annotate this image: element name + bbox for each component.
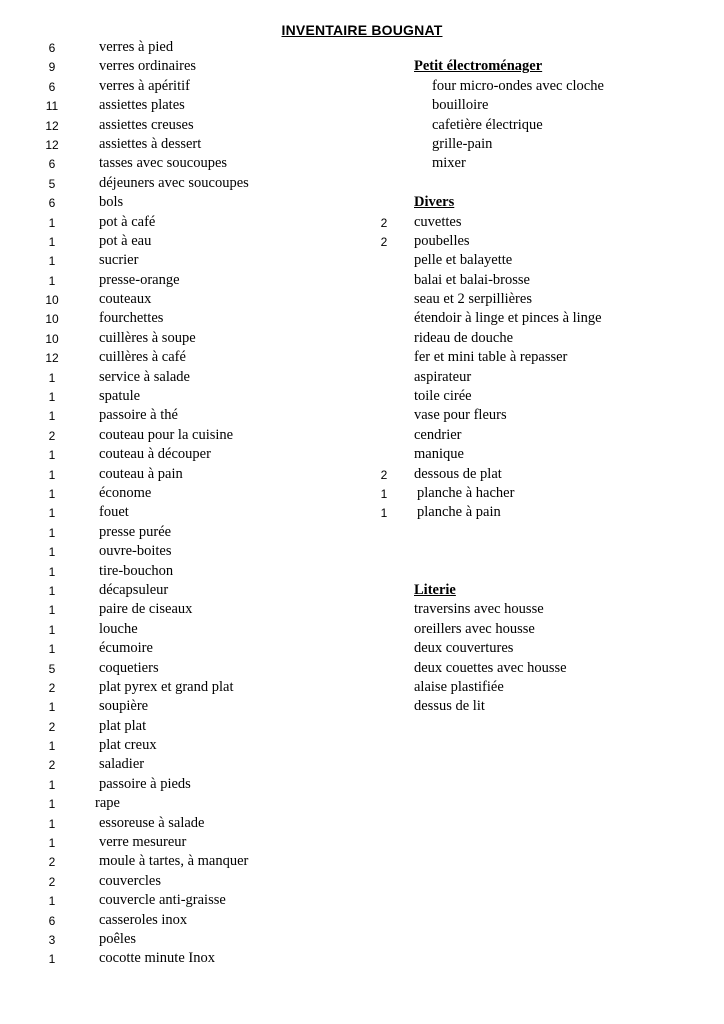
item-label: étendoir à linge et pinces à linge <box>414 310 602 327</box>
item-label: poêles <box>99 930 137 947</box>
list-item <box>372 214 692 233</box>
item-label: planche à pain <box>417 504 501 521</box>
list-item <box>40 214 340 233</box>
list-item <box>40 795 340 814</box>
list-item <box>40 931 340 950</box>
list-item <box>40 892 340 911</box>
item-quantity: 1 <box>48 739 56 754</box>
kitchen-inventory-list <box>40 39 340 970</box>
item-label: spatule <box>99 388 141 405</box>
item-quantity: 1 <box>48 700 56 715</box>
list-item <box>40 950 340 969</box>
item-label: sucrier <box>99 252 139 269</box>
list-item <box>372 407 692 426</box>
list-item <box>40 582 340 601</box>
item-quantity: 6 <box>48 196 56 211</box>
item-label: plat plat <box>99 717 147 734</box>
item-quantity: 1 <box>48 952 56 967</box>
item-quantity: 1 <box>48 836 56 851</box>
list-item <box>40 369 340 388</box>
item-quantity: 2 <box>48 874 56 889</box>
item-label: couteau à pain <box>99 465 183 482</box>
item-quantity: 1 <box>48 273 56 288</box>
item-quantity: 1 <box>48 583 56 598</box>
list-item <box>40 117 340 136</box>
item-label: passoire à pieds <box>99 775 191 792</box>
list-item <box>40 136 340 155</box>
item-label: déjeuners avec soucoupes <box>99 174 249 191</box>
item-label: couteaux <box>99 291 152 308</box>
list-item <box>40 175 340 194</box>
item-label: ouvre-boites <box>99 543 172 560</box>
list-item <box>40 349 340 368</box>
item-label: soupière <box>99 698 149 715</box>
item-quantity: 1 <box>48 525 56 540</box>
list-item <box>40 679 340 698</box>
list-item <box>40 698 340 717</box>
item-label: louche <box>99 620 138 637</box>
list-item <box>40 776 340 795</box>
item-label: couvercles <box>99 872 161 889</box>
list-item <box>372 233 692 252</box>
list-item <box>40 39 340 58</box>
item-quantity: 5 <box>48 661 56 676</box>
item-label: économe <box>99 484 152 501</box>
item-quantity: 1 <box>48 448 56 463</box>
list-item <box>40 330 340 349</box>
list-item <box>372 349 692 368</box>
item-quantity: 2 <box>380 467 388 482</box>
list-item <box>372 485 692 504</box>
item-quantity: 1 <box>48 390 56 405</box>
section-heading-literie: Literie <box>414 581 456 598</box>
list-item: deux couettes avec housse <box>414 659 567 676</box>
list-item: four micro-ondes avec cloche <box>432 77 604 94</box>
item-label: tasses avec soucoupes <box>99 155 228 172</box>
list-item <box>40 485 340 504</box>
list-item <box>40 853 340 872</box>
item-quantity: 1 <box>48 622 56 637</box>
list-item <box>40 310 340 329</box>
list-item <box>40 524 340 543</box>
list-item <box>40 252 340 271</box>
list-item <box>40 291 340 310</box>
list-item <box>40 388 340 407</box>
item-label: couteau à découper <box>99 446 211 463</box>
item-label: moule à tartes, à manquer <box>99 853 249 870</box>
item-label: paire de ciseaux <box>99 601 193 618</box>
item-quantity: 12 <box>45 137 59 152</box>
list-item <box>372 388 692 407</box>
item-quantity: 10 <box>45 312 59 327</box>
list-item <box>40 543 340 562</box>
list-item <box>40 815 340 834</box>
item-quantity: 3 <box>48 932 56 947</box>
list-item: bouilloire <box>432 97 489 114</box>
list-item <box>372 252 692 271</box>
item-quantity: 6 <box>48 913 56 928</box>
list-item <box>372 466 692 485</box>
item-label: toile cirée <box>414 388 472 405</box>
other-inventory-list <box>372 39 692 718</box>
item-quantity: 1 <box>48 254 56 269</box>
list-item <box>40 601 340 620</box>
list-item <box>372 330 692 349</box>
item-quantity: 1 <box>48 215 56 230</box>
item-quantity: 11 <box>45 99 59 114</box>
item-quantity: 2 <box>380 234 388 249</box>
list-item: deux couvertures <box>414 640 514 657</box>
item-quantity: 1 <box>48 486 56 501</box>
item-label: cendrier <box>414 426 462 443</box>
item-label: verres ordinaires <box>99 58 197 75</box>
list-item <box>372 291 692 310</box>
item-label: fourchettes <box>99 310 164 327</box>
item-label: planche à hacher <box>417 484 515 501</box>
item-label: dessous de plat <box>414 465 502 482</box>
item-label: verres à apéritif <box>99 77 190 94</box>
item-label: poubelles <box>414 232 470 249</box>
item-quantity: 1 <box>48 545 56 560</box>
list-item <box>40 97 340 116</box>
item-label: verre mesureur <box>99 834 187 851</box>
item-quantity: 1 <box>380 486 388 501</box>
item-label: tire-bouchon <box>99 562 174 579</box>
item-label: service à salade <box>99 368 190 385</box>
item-label: décapsuleur <box>99 581 169 598</box>
item-label: fer et mini table à repasser <box>414 349 568 366</box>
list-item <box>372 446 692 465</box>
item-label: rideau de douche <box>414 329 514 346</box>
item-label: cuvettes <box>414 213 462 230</box>
list-item: cafetière électrique <box>432 116 543 133</box>
item-label: essoreuse à salade <box>99 814 205 831</box>
item-quantity: 1 <box>48 816 56 831</box>
list-item: traversins avec housse <box>414 601 544 618</box>
item-quantity: 2 <box>380 215 388 230</box>
section-heading-divers: Divers <box>414 194 455 211</box>
item-label: presse-orange <box>99 271 180 288</box>
item-quantity: 1 <box>48 506 56 521</box>
list-item <box>40 563 340 582</box>
item-quantity: 10 <box>45 293 59 308</box>
item-quantity: 1 <box>48 370 56 385</box>
item-quantity: 1 <box>48 642 56 657</box>
item-label: seau et 2 serpillières <box>414 291 532 308</box>
item-label: saladier <box>99 756 145 773</box>
list-item <box>40 194 340 213</box>
item-label: coquetiers <box>99 659 159 676</box>
item-quantity: 1 <box>48 467 56 482</box>
item-quantity: 6 <box>48 79 56 94</box>
list-item <box>40 78 340 97</box>
item-label: casseroles inox <box>99 911 188 928</box>
item-label: couvercle anti-graisse <box>99 892 226 909</box>
item-label: aspirateur <box>414 368 472 385</box>
item-label: bols <box>99 194 124 211</box>
item-quantity: 2 <box>48 855 56 870</box>
item-quantity: 1 <box>48 894 56 909</box>
list-item <box>40 737 340 756</box>
item-quantity: 1 <box>48 564 56 579</box>
item-label: assiettes à dessert <box>99 135 202 152</box>
list-item <box>40 233 340 252</box>
list-item <box>372 427 692 446</box>
section-heading-electromenager: Petit électroménager <box>414 58 543 75</box>
list-item <box>372 504 692 523</box>
list-item <box>40 427 340 446</box>
item-label: rape <box>95 795 120 812</box>
item-label: cuillères à soupe <box>99 329 196 346</box>
item-quantity: 1 <box>380 506 388 521</box>
list-item <box>40 621 340 640</box>
list-item <box>40 718 340 737</box>
item-label: manique <box>414 446 464 463</box>
document-title: INVENTAIRE BOUGNAT <box>281 22 443 38</box>
item-label: pot à café <box>99 213 156 230</box>
item-quantity: 2 <box>48 680 56 695</box>
list-item <box>40 834 340 853</box>
item-quantity: 6 <box>48 41 56 55</box>
list-item: grille-pain <box>432 135 493 152</box>
item-quantity: 1 <box>48 234 56 249</box>
item-label: passoire à thé <box>99 407 178 424</box>
list-item <box>40 446 340 465</box>
list-item <box>40 756 340 775</box>
list-item <box>40 58 340 77</box>
list-item <box>372 310 692 329</box>
list-item <box>40 873 340 892</box>
item-quantity: 1 <box>48 777 56 792</box>
item-label: plat creux <box>99 737 157 754</box>
item-quantity: 5 <box>48 176 56 191</box>
item-quantity: 12 <box>45 351 59 366</box>
list-item <box>40 272 340 291</box>
item-quantity: 9 <box>48 60 56 75</box>
item-label: assiettes plates <box>99 97 185 114</box>
list-item <box>40 912 340 931</box>
item-quantity: 2 <box>48 719 56 734</box>
item-label: verres à pied <box>99 39 174 55</box>
list-item: oreillers avec housse <box>414 620 535 637</box>
item-quantity: 10 <box>45 331 59 346</box>
item-label: balai et balai-brosse <box>414 271 530 288</box>
item-label: couteau pour la cuisine <box>99 426 234 443</box>
item-label: vase pour fleurs <box>414 407 507 424</box>
list-item <box>372 272 692 291</box>
item-label: assiettes creuses <box>99 116 194 133</box>
item-label: pot à eau <box>99 232 152 249</box>
item-label: presse purée <box>99 523 172 540</box>
item-label: fouet <box>99 504 129 521</box>
list-item <box>40 155 340 174</box>
item-quantity: 6 <box>48 157 56 172</box>
list-item <box>40 407 340 426</box>
list-item <box>40 640 340 659</box>
item-quantity: 2 <box>48 758 56 773</box>
list-item <box>40 466 340 485</box>
item-label: cuillères à café <box>99 349 186 366</box>
item-label: plat pyrex et grand plat <box>99 678 234 695</box>
item-label: pelle et balayette <box>414 252 513 269</box>
item-label: écumoire <box>99 640 153 657</box>
item-quantity: 12 <box>45 118 59 133</box>
list-item <box>40 504 340 523</box>
item-quantity: 2 <box>48 428 56 443</box>
list-item: mixer <box>432 155 466 172</box>
item-quantity: 1 <box>48 603 56 618</box>
item-label: cocotte minute Inox <box>99 950 215 967</box>
list-item: dessus de lit <box>414 698 485 715</box>
item-quantity: 1 <box>48 409 56 424</box>
list-item: alaise plastifiée <box>414 678 504 695</box>
list-item <box>372 369 692 388</box>
list-item <box>40 660 340 679</box>
item-quantity: 1 <box>48 797 56 812</box>
